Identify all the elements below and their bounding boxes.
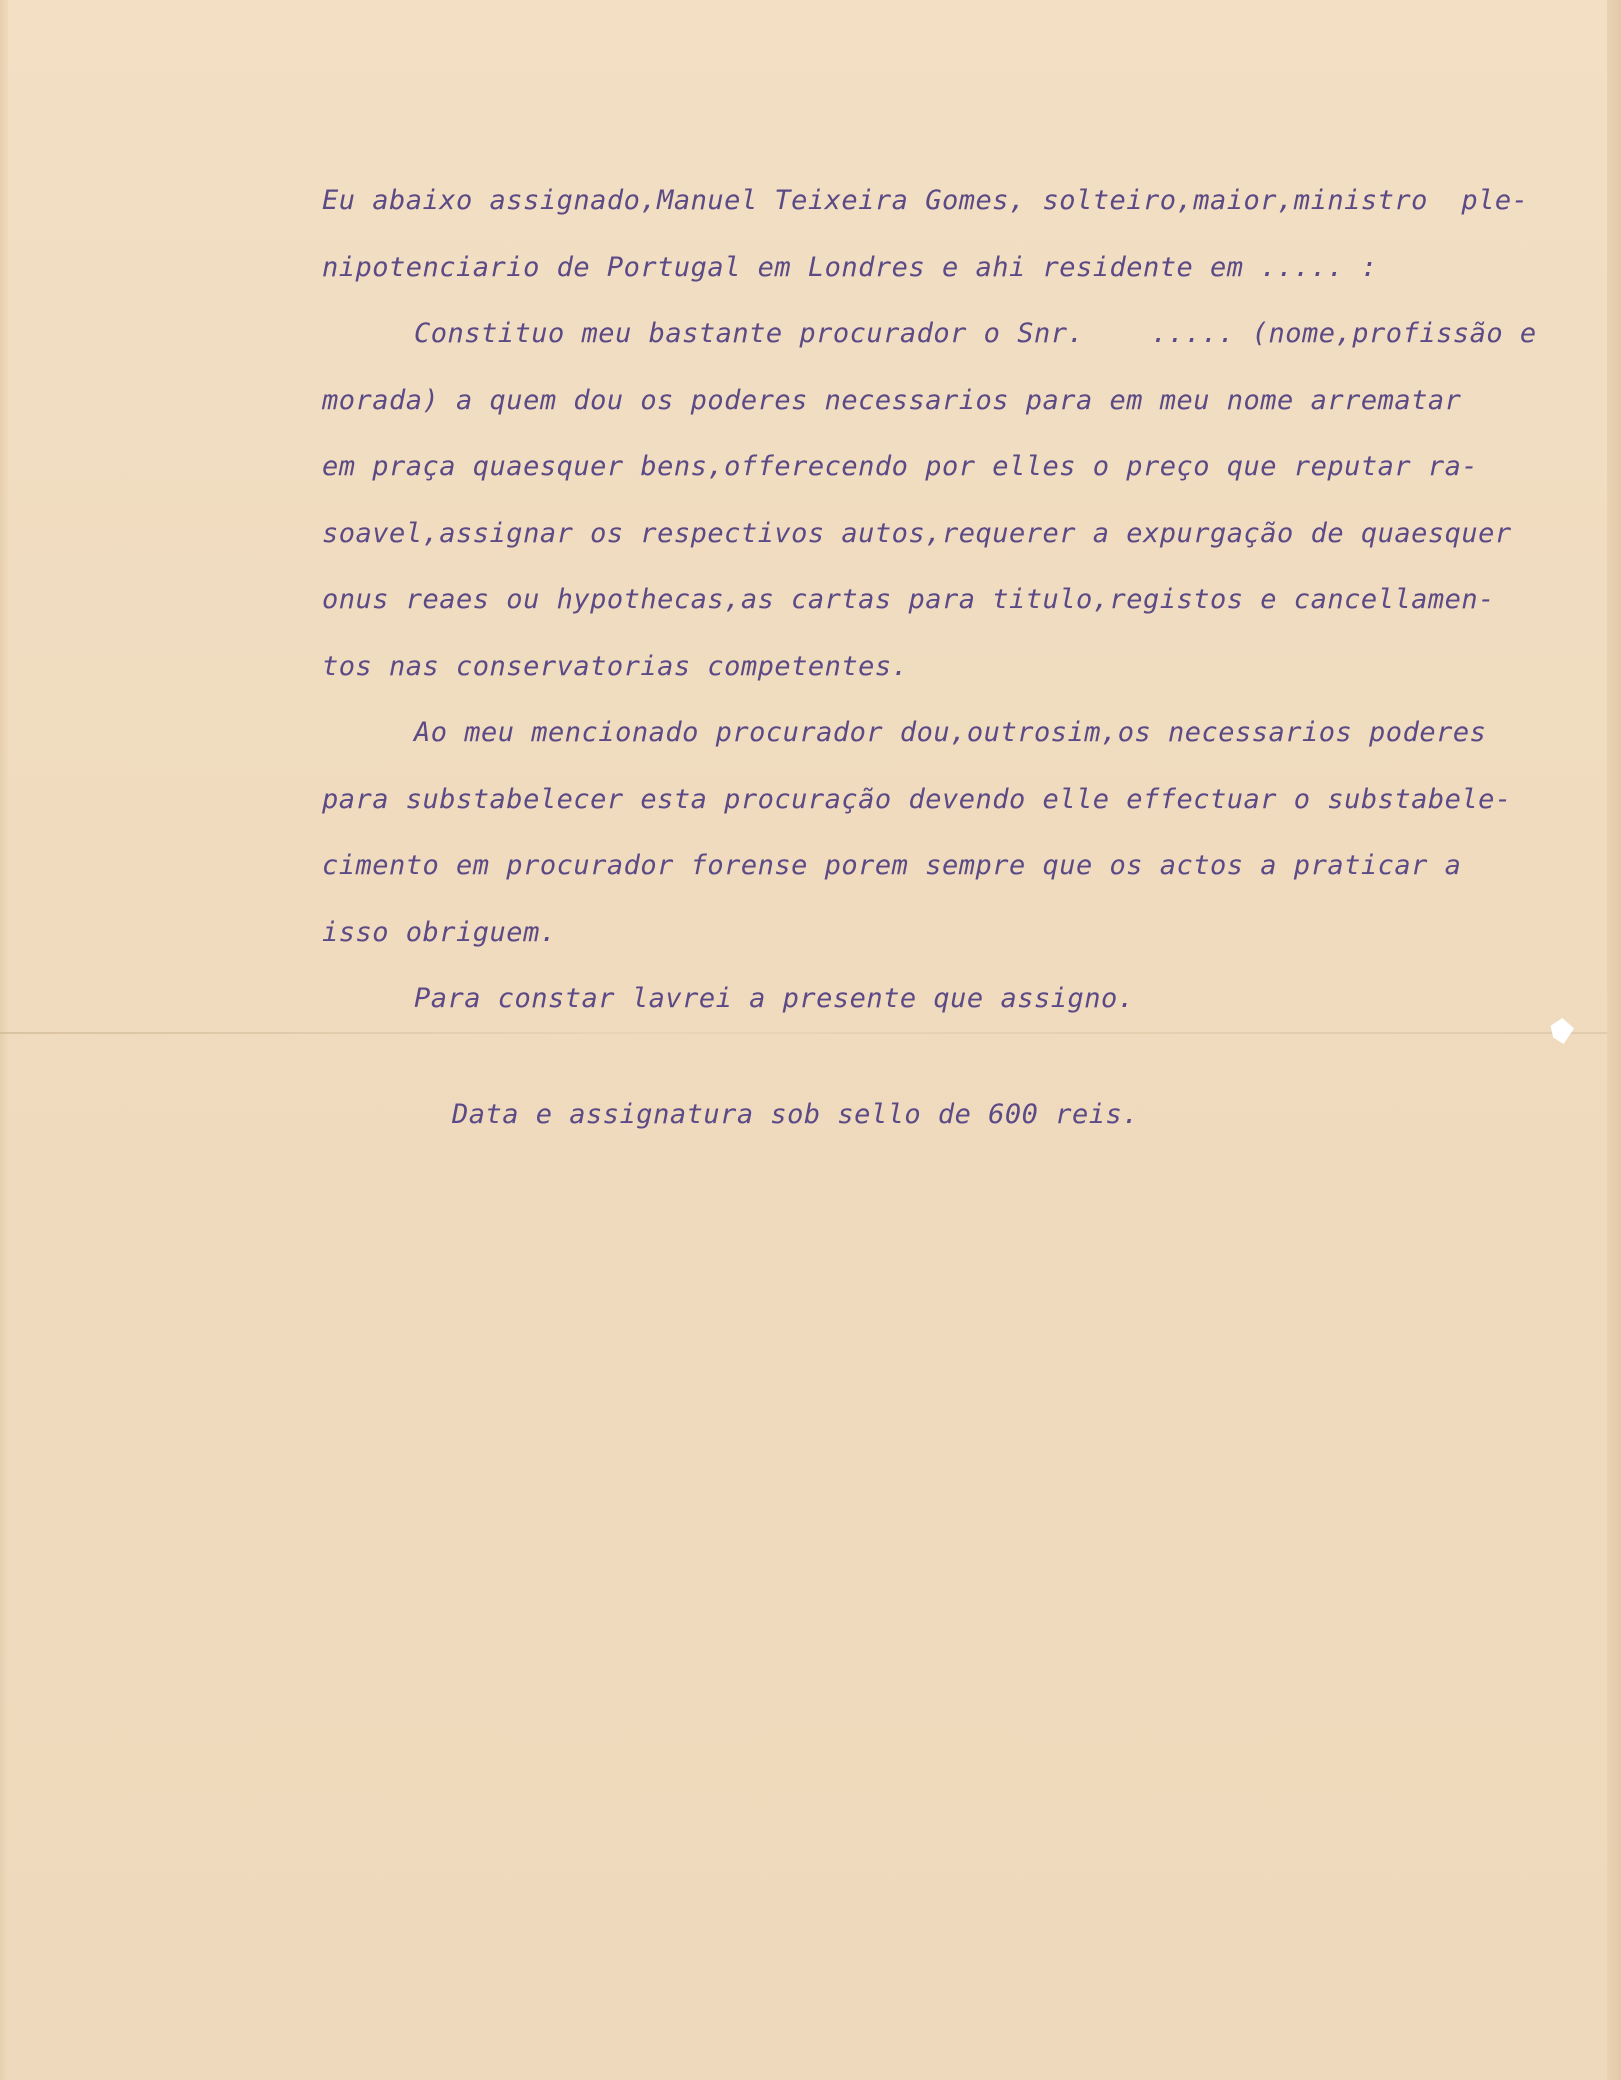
paper-left-edge [0, 0, 8, 2080]
paragraph-1-line-1: Eu abaixo assignado,Manuel Teixeira Gomes, solteiro,maior,ministro ple- [322, 185, 1529, 216]
paragraph-4-line-1: Para constar lavrei a presente que assigno. [414, 983, 1135, 1014]
paragraph-3-line-4: isso obriguem. [322, 916, 557, 948]
paragraph-2-line-5: onus reaes ou hypothecas,as cartas para titulo,registos e cancellamen- [322, 584, 1495, 615]
paragraph-1-line-2: nipotenciario de Portugal em Londres e ahi residente em ..... : [322, 251, 1378, 283]
paragraph-2-line-2: morada) a quem dou os poderes necessarios para em meu nome arrematar [322, 384, 1462, 416]
typed-body-text [322, 168, 1612, 1033]
paragraph-2-line-1: Constituo meu bastante procurador o Snr. ..... (nome,profissão e [414, 318, 1537, 349]
paragraph-2-line-6: tos nas conservatorias competentes. [322, 650, 909, 682]
paragraph-2-line-4: soavel,assignar os respectivos autos,requerer a expurgação de quaesquer [322, 517, 1512, 549]
paragraph-3-line-2: para substabelecer esta procuração devendo elle effectuar o substabele- [322, 783, 1512, 815]
closing-note: Data e assignatura sob sello de 600 reis. [452, 1099, 1139, 1130]
paragraph-2-line-3: em praça quaesquer bens,offerecendo por elles o preço que reputar ra- [322, 451, 1479, 482]
paragraph-3-line-1: Ao meu mencionado procurador dou,outrosim,os necessarios poderes [414, 717, 1487, 748]
paragraph-3-line-3: cimento em procurador forense porem sempre que os actos a praticar a [322, 850, 1462, 881]
